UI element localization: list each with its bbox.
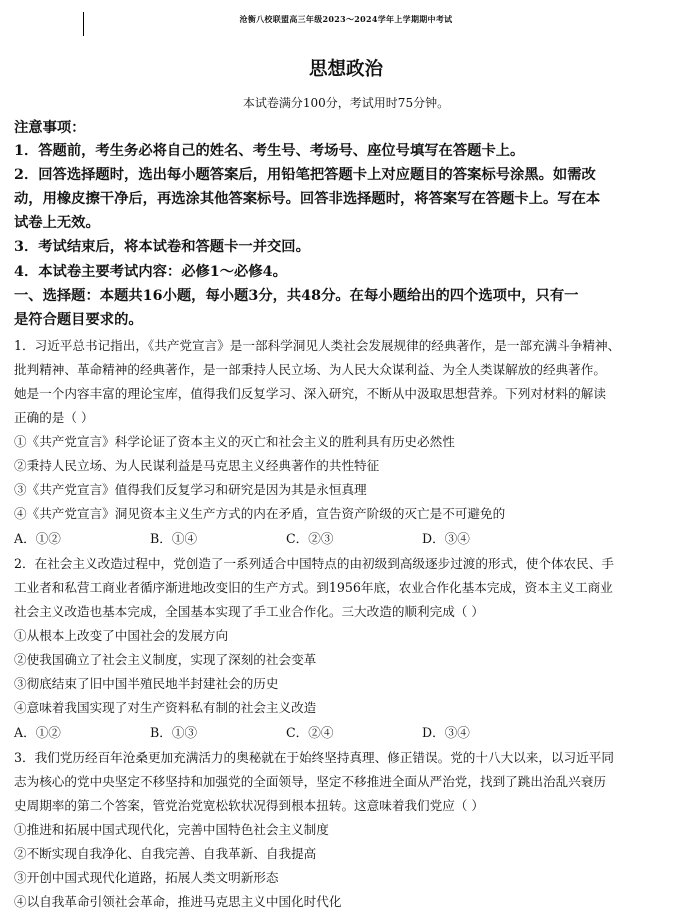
option-c[interactable]: C．②④ [286,725,334,740]
question-stem: 她是一个内容丰富的理论宝库，值得我们反复学习、深入研究，不断从中汲取思想营养。下列对材料的解读 [14,386,606,401]
exam-title: 沧衡八校联盟高三年级2023～2024学年上学期期中考试 [239,14,453,24]
notice-line: 2．回答选择题时，选出每小题答案后，用铅笔把答题卡上对应题目的答案标号涂黑。如需改 [14,167,596,183]
question-stem: 2．在社会主义改造过程中，党创造了一系列适合中国特点的由初级到高级逐步过渡的形式，使个体农民、手 [14,556,614,571]
statement: ①从根本上改变了中国社会的发展方向 [14,628,229,643]
notice-line: 1．答题前，考生务必将自己的姓名、考生号、考场号、座位号填写在答题卡上。 [14,143,525,159]
question-stem: 志为核心的党中央坚定不移坚持和加强党的全面领导，坚定不移推进全面从严治党，找到了跳出治乱兴衰历 [14,774,606,789]
subject-title: 思想政治 [308,59,383,80]
statement: ④《共产党宣言》洞见资本主义生产方式的内在矛盾，宣告资产阶级的灭亡是不可避免的 [14,506,506,521]
question-stem: 正确的是（ ） [14,410,94,425]
notice-line: 4．本试卷主要考试内容：必修1～必修4。 [14,264,287,280]
statement: ③开创中国式现代化道路，拓展人类文明新形态 [14,870,279,885]
statement: ②秉持人民立场、为人民谋利益是马克思主义经典著作的共性特征 [14,458,380,473]
statement: ②不断实现自我净化、自我完善、自我革新、自我提高 [14,846,317,861]
statement: ④意味着我国实现了对生产资料私有制的社会主义改造 [14,700,317,715]
option-c[interactable]: C．②③ [286,531,334,546]
question-stem: 1．习近平总书记指出，《共产党宣言》是一部科学洞见人类社会发展规律的经典著作，是一部充满斗争精神、 [14,338,621,353]
statement: ②使我国确立了社会主义制度，实现了深刻的社会变革 [14,652,317,667]
option-d[interactable]: D．③④ [422,725,470,740]
notice-line: 3．考试结束后，将本试卷和答题卡一并交回。 [14,239,310,255]
statement: ④以自我革命引领社会革命，推进马克思主义中国化时代化 [14,894,342,909]
statement: ③彻底结束了旧中国半殖民地半封建社会的历史 [14,676,279,691]
notice-heading: 注意事项： [14,120,86,136]
option-b[interactable]: B．①③ [150,725,198,740]
statement: ①推进和拓展中国式现代化，完善中国特色社会主义制度 [14,822,329,837]
question-stem: 史周期率的第二个答案，管党治党宽松软状况得到根本扭转。这意味着我们党应（ ） [14,798,484,813]
question-stem: 工业者和私营工商业者循序渐进地改变旧的生产方式。到1956年底，农业合作化基本完成，资本主义工商业 [14,580,613,595]
exam-meta: 本试卷满分100分，考试用时75分钟。 [242,96,450,110]
statement: ③《共产党宣言》值得我们反复学习和研究是因为其是永恒真理 [14,482,367,497]
notice-line: 试卷上无效。 [14,215,100,231]
notice-line: 动，用橡皮擦干净后，再选涂其他答案标号。回答非选择题时，将答案写在答题卡上。写在本 [14,191,601,207]
question-stem: 社会主义改造也基本完成，全国基本实现了手工业合作化。三大改造的顺利完成（ ） [14,604,484,619]
option-a[interactable]: A．①② [14,531,61,546]
section-heading: 一、选择题：本题共16小题，每小题3分，共48分。在每小题给出的四个选项中，只有一 [14,288,579,304]
option-d[interactable]: D．③④ [422,531,470,546]
question-stem: 3．我们党历经百年沧桑更加充满活力的奥秘就在于始终坚持真理、修正错误。党的十八大以来，以习近平同 [14,750,614,765]
statement: ①《共产党宣言》科学论证了资本主义的灭亡和社会主义的胜利具有历史必然性 [14,434,455,449]
option-a[interactable]: A．①② [14,725,61,740]
option-b[interactable]: B．①④ [150,531,198,546]
question-stem: 批判精神、革命精神的经典著作，是一部秉持人民立场、为人民大众谋利益、为全人类谋解放的经典著作。 [14,362,606,377]
section-heading: 是符合题目要求的。 [14,312,143,328]
